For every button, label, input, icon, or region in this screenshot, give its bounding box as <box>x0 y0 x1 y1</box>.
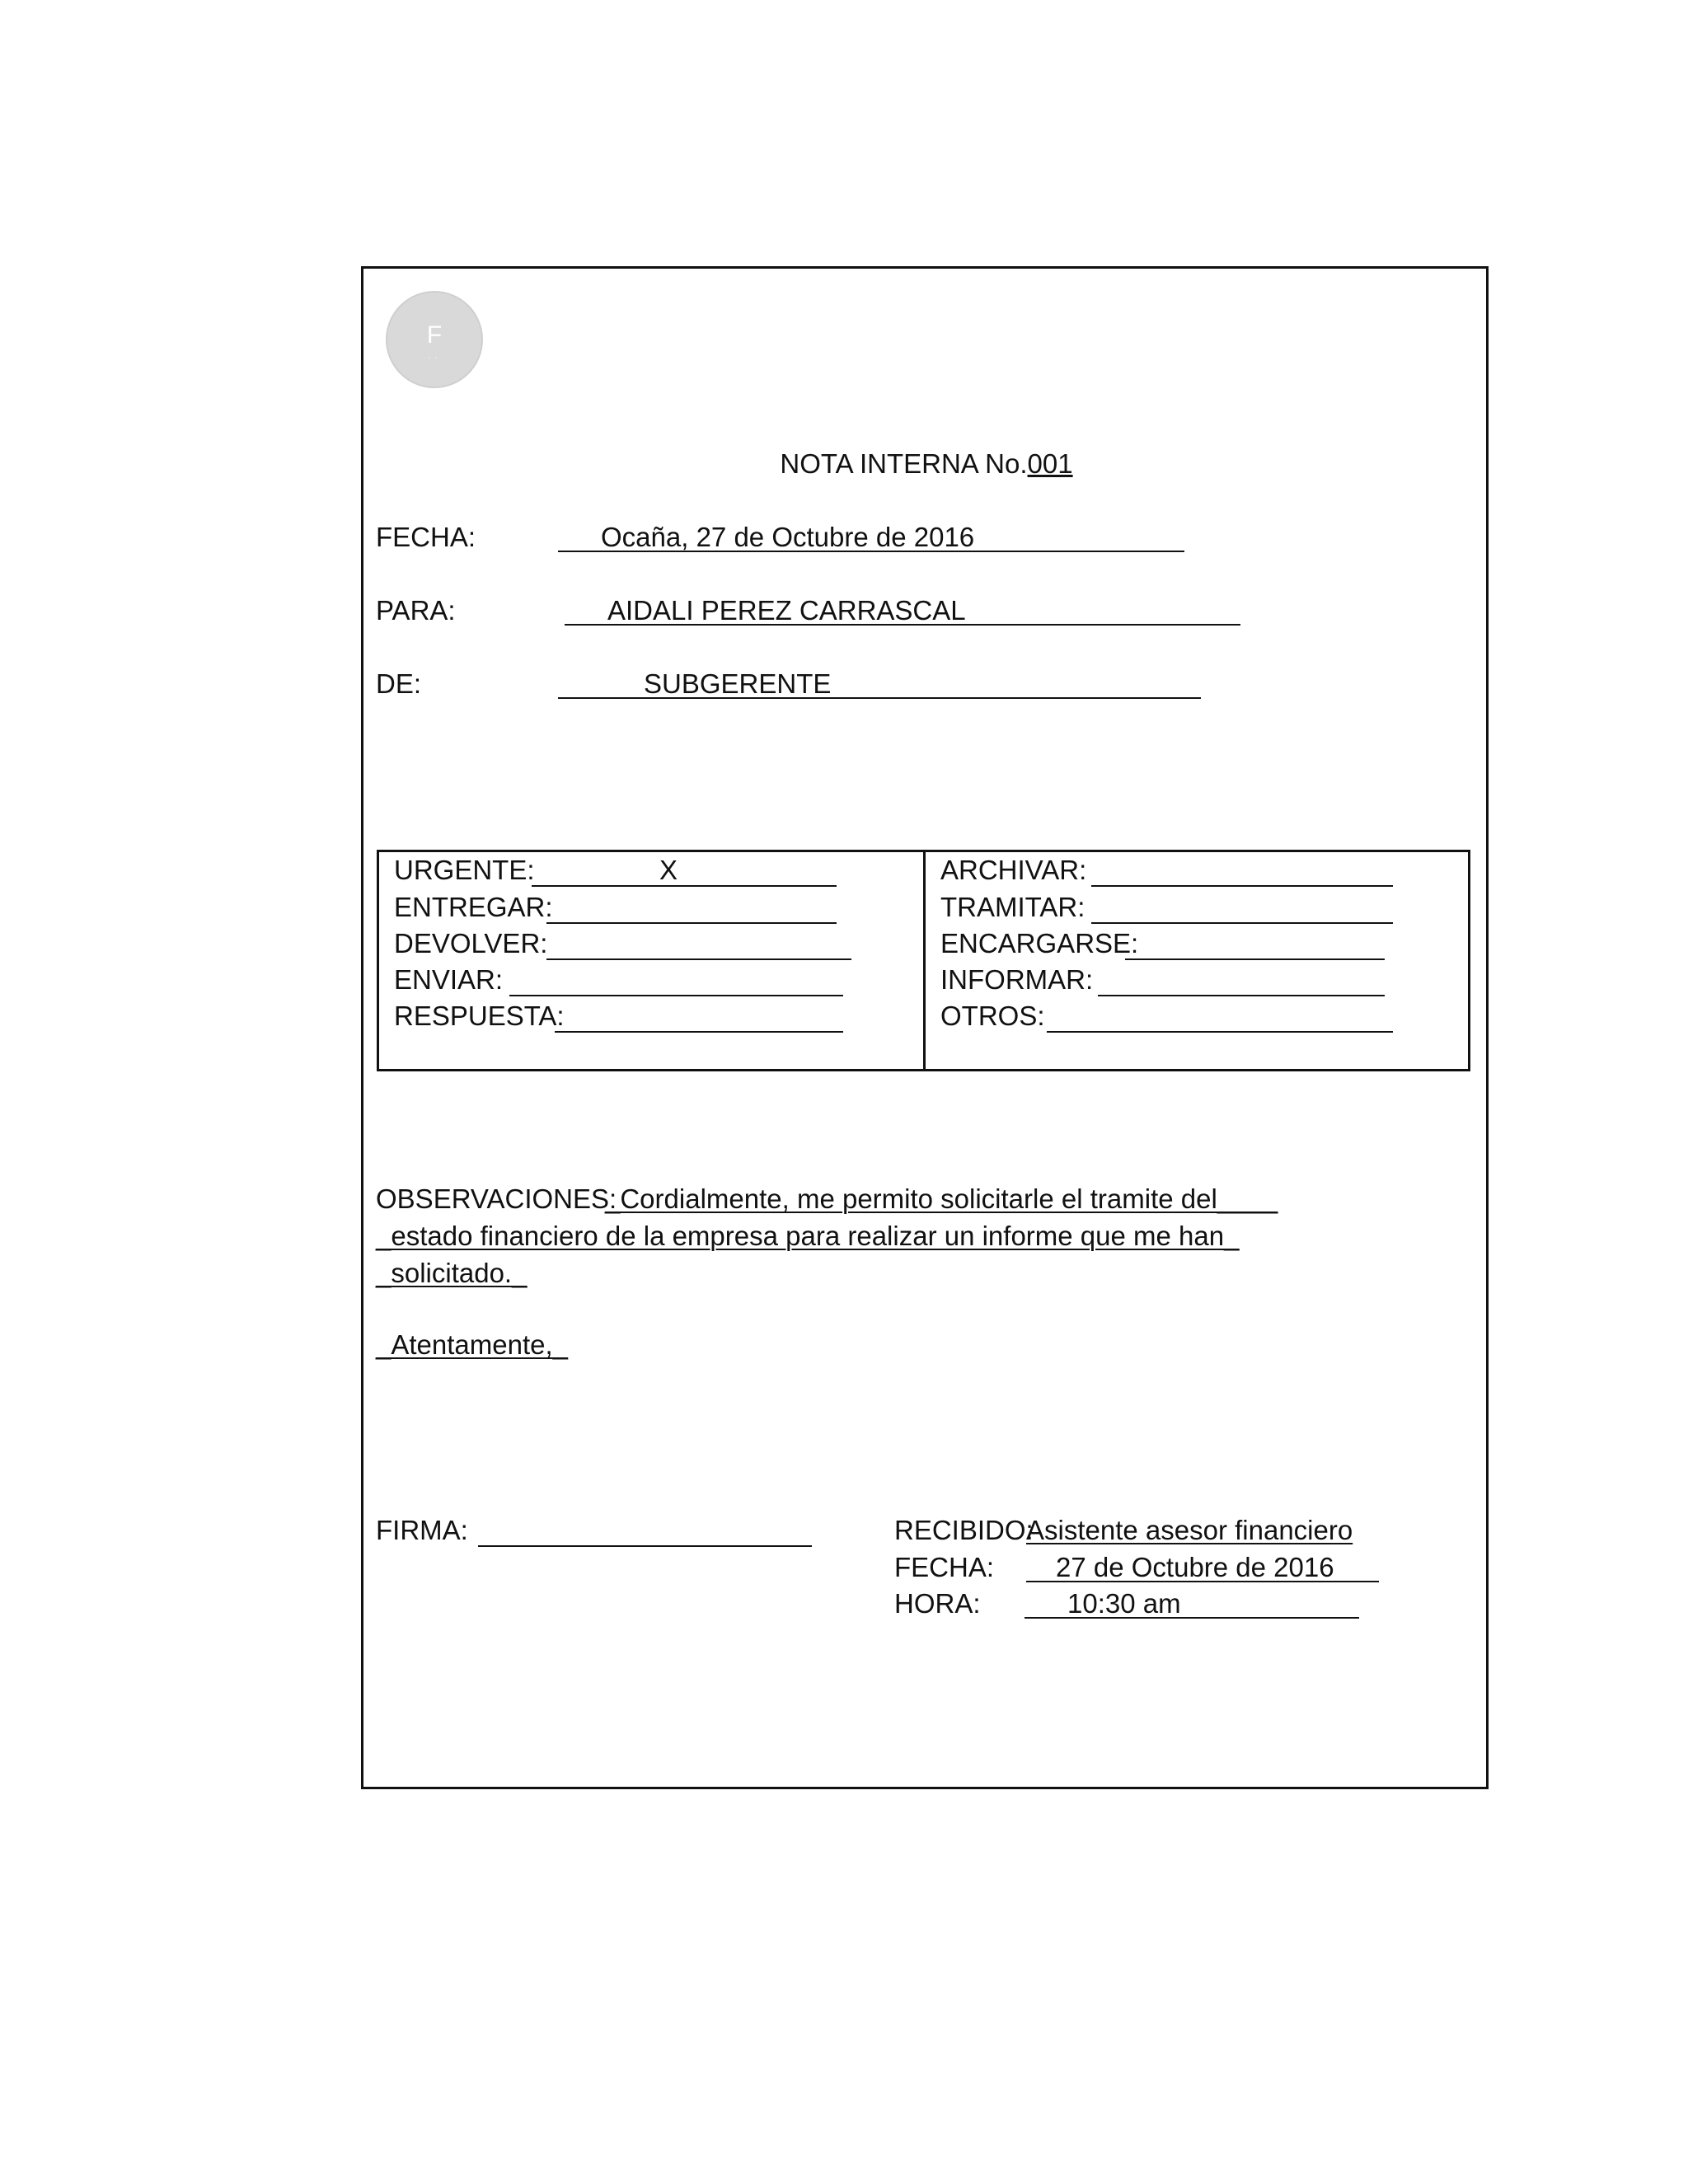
recibido-hora-label: HORA: <box>894 1588 981 1619</box>
option-urgente-line <box>532 885 837 887</box>
option-urgente-mark: X <box>659 855 678 885</box>
memo-title-text: NOTA INTERNA No. <box>780 448 1028 479</box>
option-otros-line <box>1047 1031 1393 1033</box>
recibido-fecha-value <box>1026 1551 1379 1582</box>
option-respuesta-label: RESPUESTA: <box>394 1001 565 1031</box>
de-value <box>558 668 1201 699</box>
para-value <box>565 594 1240 626</box>
recibido-hora-text: 10:30 am <box>1067 1588 1181 1619</box>
options-divider <box>923 850 926 1071</box>
option-tramitar-label: TRAMITAR: <box>940 892 1085 922</box>
recibido-label: RECIBIDO: <box>894 1515 1034 1545</box>
option-informar-line <box>1098 995 1385 996</box>
recibido-value: Asistente asesor financiero <box>1026 1515 1353 1545</box>
de-label: DE: <box>376 668 422 699</box>
para-value-text: AIDALI PEREZ CARRASCAL <box>607 595 966 626</box>
memo-number: 001 <box>1027 448 1073 479</box>
closing-text: _Atentamente,_ <box>376 1329 568 1360</box>
option-urgente-label: URGENTE: <box>394 855 535 885</box>
option-devolver-line <box>546 958 851 960</box>
option-respuesta-line <box>555 1031 843 1033</box>
option-otros-label: OTROS: <box>940 1001 1045 1031</box>
recibido-hora-value <box>1025 1587 1359 1619</box>
option-archivar-line <box>1091 885 1393 887</box>
fecha-label: FECHA: <box>376 522 476 552</box>
option-enviar-line <box>509 995 843 996</box>
memo-title <box>0 448 1688 480</box>
para-label: PARA: <box>376 595 456 626</box>
recibido-fecha-text: 27 de Octubre de 2016 <box>1056 1552 1334 1582</box>
observaciones-line-1: _Cordialmente, me permito solicitarle el tramite del____ <box>605 1183 1278 1214</box>
option-entregar-line <box>546 922 837 924</box>
option-devolver-label: DEVOLVER: <box>394 928 548 958</box>
logo-dots: ·· <box>428 351 441 363</box>
observaciones-line-3: _solicitado._ <box>376 1258 528 1288</box>
option-informar-label: INFORMAR: <box>940 964 1094 995</box>
option-encargarse-line <box>1125 958 1385 960</box>
option-entregar-label: ENTREGAR: <box>394 892 553 922</box>
observaciones-label: OBSERVACIONES: <box>376 1183 617 1214</box>
fecha-value-text: Ocaña, 27 de Octubre de 2016 <box>601 522 975 552</box>
option-tramitar-line <box>1091 922 1393 924</box>
logo-letter: F <box>426 321 443 349</box>
company-logo <box>386 291 483 388</box>
option-encargarse-label: ENCARGARSE: <box>940 928 1139 958</box>
option-archivar-label: ARCHIVAR: <box>940 855 1087 885</box>
option-enviar-label: ENVIAR: <box>394 964 504 995</box>
recibido-fecha-label: FECHA: <box>894 1552 995 1582</box>
firma-label: FIRMA: <box>376 1515 468 1545</box>
de-value-text: SUBGERENTE <box>644 668 832 699</box>
observaciones-line-2: _estado financiero de la empresa para realizar un informe que me han_ <box>376 1221 1240 1251</box>
firma-line <box>478 1545 812 1547</box>
fecha-value <box>558 521 1184 552</box>
